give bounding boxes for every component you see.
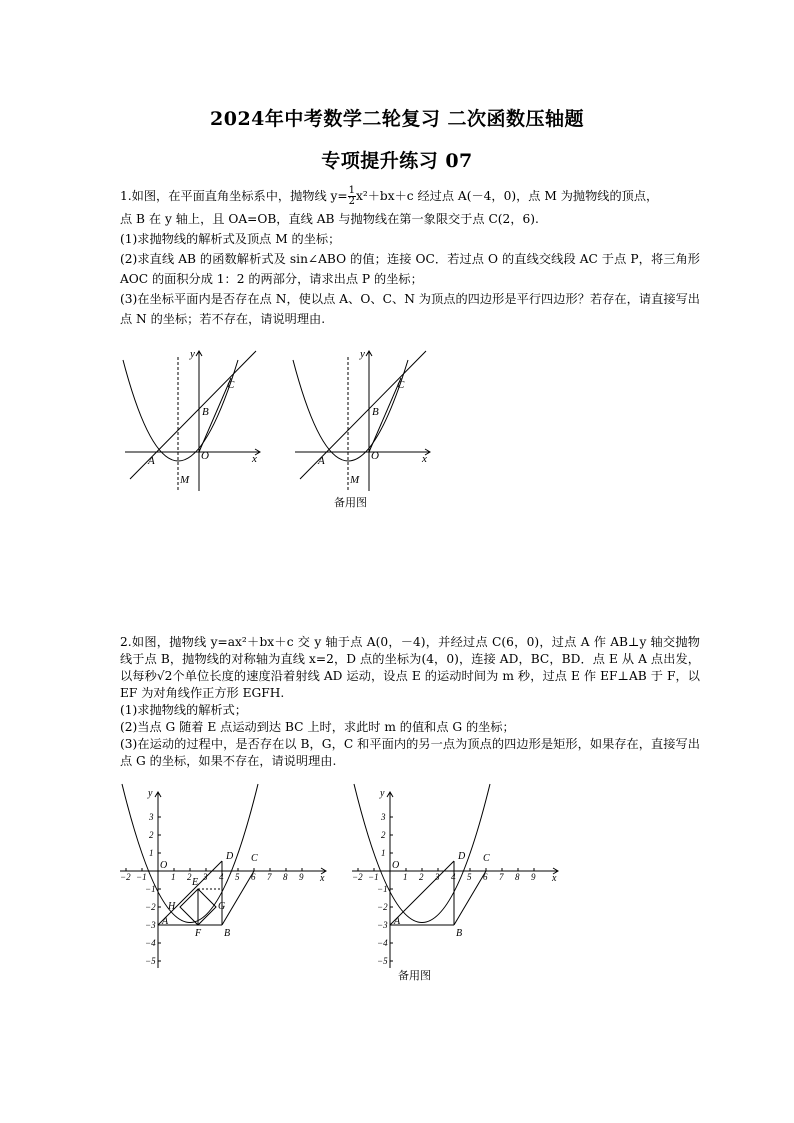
x-tick: 2 (419, 872, 424, 882)
parabola (354, 784, 490, 923)
y-tick: −3 (145, 920, 156, 930)
fraction (348, 186, 356, 207)
x-tick: 1 (403, 872, 408, 882)
label-x: x (252, 453, 257, 465)
label-h: H (168, 901, 176, 912)
label-c: C (397, 379, 405, 391)
label-c: C (227, 379, 235, 391)
label-b: B (202, 406, 209, 418)
label-c: C (483, 853, 490, 864)
x-tick: −1 (368, 872, 379, 882)
y-tick: −4 (377, 938, 388, 948)
label-b: B (224, 928, 231, 939)
x-tick: 4 (451, 872, 456, 882)
q2-caption: 备用图 (398, 969, 431, 982)
label-f: F (195, 928, 202, 939)
label-a: A (394, 916, 401, 927)
label-c: C (251, 853, 258, 864)
label-o: O (201, 450, 209, 462)
frac-num: 1 (348, 185, 355, 196)
question-1 (120, 186, 700, 329)
y-tick: −2 (377, 902, 388, 912)
page-subtitle: 专项提升练习 07 (321, 150, 473, 172)
label-x: x (422, 453, 427, 465)
x-tick: 9 (531, 872, 536, 882)
x-tick: 6 (483, 872, 488, 882)
label-o: O (160, 860, 168, 871)
label-y: y (380, 788, 385, 799)
q1-stem-a: 1.如图，在平面直角坐标系中，抛物线 y= (120, 189, 348, 203)
label-o: O (371, 450, 379, 462)
label-x: x (320, 873, 325, 884)
q1-part3: (3)在坐标平面内是否存在点 N，使以点 A、O、C、N 为顶点的四边形是平行四边形？若存在，请直接写出点 N 的坐标；若不存在，请说明理由. (120, 292, 700, 326)
q2-part2: (2)当点 G 随着 E 点运动到达 BC 上时，求此时 m 的值和点 G 的坐标； (120, 720, 515, 734)
q2-stem: 2.如图，抛物线 y=ax²＋bx＋c 交 y 轴于点 A(0，－4)，并经过点 C(6，0)，过点 A 作 AB⊥y 轴交抛物线于点 B，抛物线的对称轴为直线 x=2，D 点的坐标为(4，0)，连接 AD，BC，BD．点 E 从 A 点出发，以每秒√2个单位长度的速度沿着射线 AD 运动，设点 E 的运动时间为 m 秒，过点 E 作 EF⊥AB 于 F，以 EF 为对角线作正方形 EGFH. (120, 635, 700, 700)
x-tick: 8 (515, 872, 520, 882)
q1-caption: 备用图 (334, 496, 367, 509)
label-y: y (360, 348, 365, 360)
x-tick: 9 (299, 872, 304, 882)
y-tick: 1 (149, 848, 154, 858)
tick-labels (352, 812, 536, 966)
y-tick: 2 (149, 830, 154, 840)
label-b: B (456, 928, 463, 939)
x-tick: 7 (499, 872, 504, 882)
y-tick: −5 (145, 956, 156, 966)
q1-part2: (2)求直线 AB 的函数解析式及 sin∠ABO 的值；连接 OC．若过点 O 的直线交线段 AC 于点 P，将三角形 AOC 的面积分成 1：2 的两部分，请求出点 P 的坐标； (120, 252, 700, 286)
q1-figure-main (120, 345, 270, 495)
x-tick: 4 (219, 872, 224, 882)
frac-den: 2 (348, 196, 355, 207)
q1-stem-c: 点 B 在 y 轴上，且 OA=OB，直线 AB 与抛物线在第一象限交于点 C(2，6). (120, 212, 539, 226)
y-tick: −1 (145, 884, 156, 894)
y-tick: 3 (381, 812, 386, 822)
label-e: E (192, 877, 199, 888)
q2-part3: (3)在运动的过程中，是否存在以 B，G，C 和平面内的另一点为顶点的四边形是矩形，如果存在，直接写出点 G 的坐标，如果不存在，请说明理由. (120, 737, 700, 768)
label-d: D (458, 851, 466, 862)
x-tick: 8 (283, 872, 288, 882)
y-tick: −2 (145, 902, 156, 912)
label-a: A (148, 455, 155, 467)
x-tick: 5 (467, 872, 472, 882)
label-y: y (190, 348, 195, 360)
x-tick: −2 (120, 872, 131, 882)
q1-figure-backup (290, 345, 440, 495)
q2-part1: (1)求抛物线的解析式； (120, 703, 247, 717)
x-tick: −2 (352, 872, 363, 882)
q2-figure-backup (350, 782, 562, 978)
parabola (123, 360, 238, 461)
q1-part1: (1)求抛物线的解析式及顶点 M 的坐标； (120, 232, 341, 246)
label-m: M (180, 474, 190, 486)
x-tick: 5 (235, 872, 240, 882)
label-y: y (148, 788, 153, 799)
label-m: M (350, 474, 360, 486)
label-a: A (162, 916, 169, 927)
q1-stem-b: x²＋bx＋c 经过点 A(－4，0)，点 M 为抛物线的顶点， (355, 189, 659, 203)
label-d: D (226, 851, 234, 862)
page-title: 2024年中考数学二轮复习 二次函数压轴题 (210, 108, 584, 130)
x-tick: −1 (136, 872, 147, 882)
label-x: x (552, 873, 557, 884)
y-tick: 2 (381, 830, 386, 840)
y-tick: −5 (377, 956, 388, 966)
question-2 (120, 634, 700, 770)
y-tick: 1 (381, 848, 386, 858)
parabola (122, 784, 258, 923)
x-tick: 7 (267, 872, 272, 882)
label-g: G (218, 901, 226, 912)
q1-stem-line (120, 186, 700, 207)
x-tick: 3 (435, 872, 440, 882)
label-b: B (372, 406, 379, 418)
parabola (293, 360, 408, 461)
y-tick: −3 (377, 920, 388, 930)
q2-figure-main (118, 782, 330, 978)
x-tick: 6 (251, 872, 256, 882)
label-o: O (392, 860, 400, 871)
label-a: A (318, 455, 325, 467)
x-tick: 3 (203, 872, 208, 882)
y-tick: 3 (149, 812, 154, 822)
x-tick: 2 (187, 872, 192, 882)
x-tick: 1 (171, 872, 176, 882)
y-tick: −1 (377, 884, 388, 894)
y-tick: −4 (145, 938, 156, 948)
